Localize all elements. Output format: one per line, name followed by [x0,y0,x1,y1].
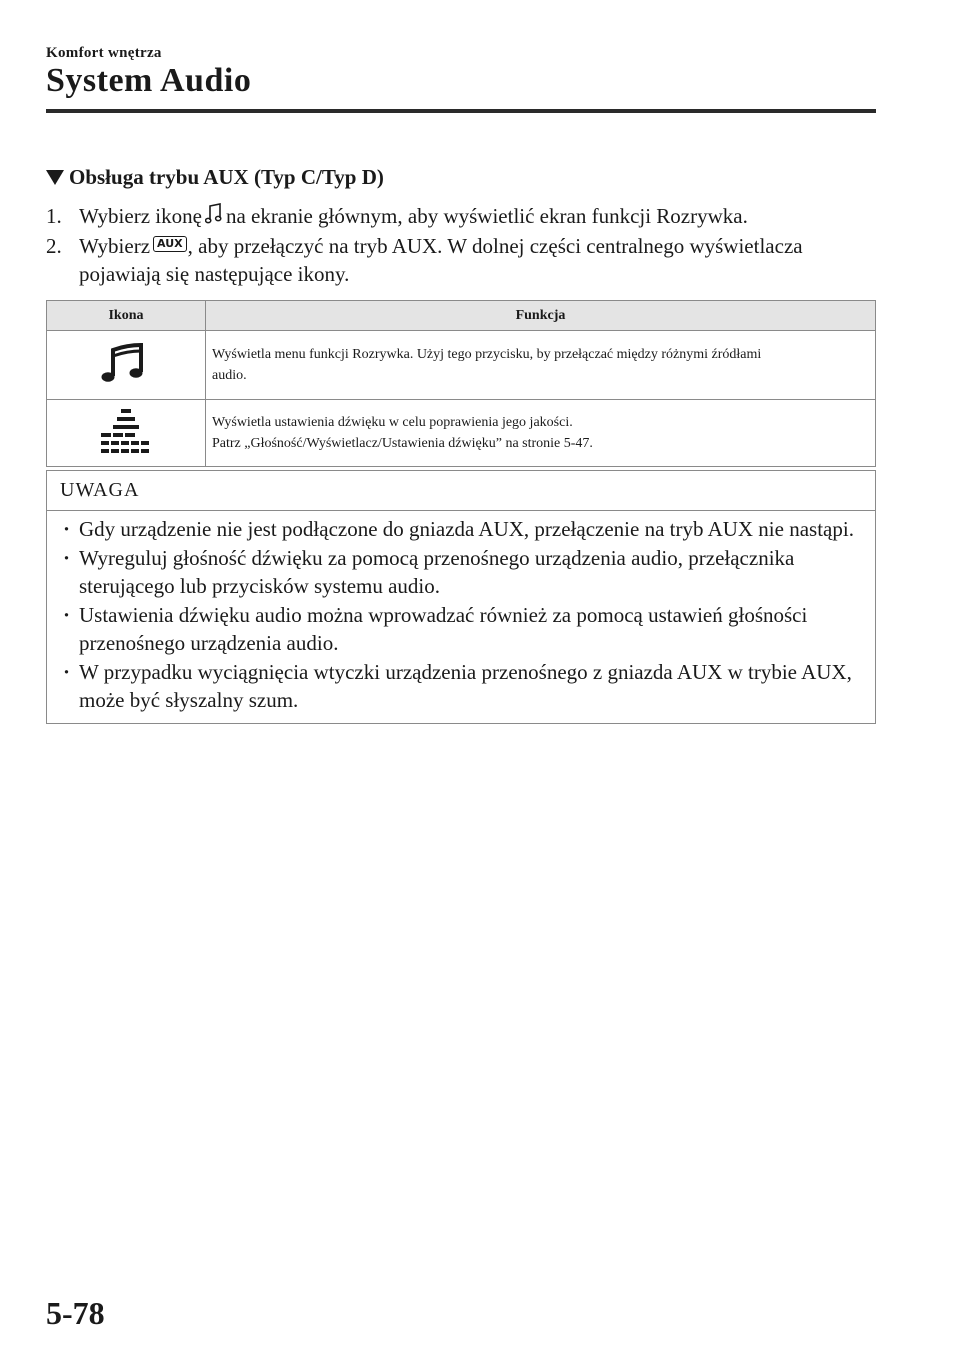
icon-function-table [46,300,876,467]
step-text [79,232,876,288]
column-header-function: Funkcja [206,301,876,331]
list-item [63,515,865,543]
desc-line: Patrz „Głośność/Wyświetlacz/Ustawienia dźwięku” na stronie 5-47. [212,436,593,451]
step-text [79,202,876,232]
list-item [63,544,865,600]
table-row [47,400,876,467]
breadcrumb: Komfort wnętrza [46,45,162,61]
table-icon-cell [47,400,206,467]
bullet-icon: · [63,546,71,570]
step-text-before: Wybierz ikonę [79,204,202,228]
desc-line: Wyświetla ustawienia dźwięku w celu poprawienia jego jakości. [212,415,573,430]
step-text-after: , aby przełączyć na tryb AUX. W dolnej części centralnego wyświetlacza pojawiają się następujące ikony. [79,234,803,286]
step-text-after: na ekranie głównym, aby wyświetlić ekran funkcji Rozrywka. [225,204,748,228]
list-item [63,601,865,657]
list-item [63,658,865,714]
steps-list [46,202,876,288]
bullet-icon: · [63,517,71,541]
table-icon-cell [47,331,206,400]
triangle-bullet-icon [46,170,64,185]
table-desc-cell [206,331,876,400]
desc-line: audio. [212,368,247,383]
column-header-icon: Ikona [47,301,206,331]
section-heading [46,165,384,190]
music-note-icon [101,373,151,388]
note-item-text: Ustawienia dźwięku audio można wprowadzać również za pomocą ustawień głośności przenośnego urządzenia audio. [79,603,808,655]
step-2 [46,232,876,288]
table-header-row [47,301,876,331]
step-text-before: Wybierz [79,234,151,258]
aux-badge-icon: AUX [153,236,187,252]
step-number: 1. [46,204,62,228]
note-item-text: Wyreguluj głośność dźwięku za pomocą przenośnego urządzenia audio, przełącznika sterującego lub przycisków systemu audio. [79,546,795,598]
step-1 [46,202,876,232]
note-list [47,511,875,723]
note-title: UWAGA [47,471,875,511]
bullet-icon: · [63,660,71,684]
table-row [47,331,876,400]
note-box [46,470,876,724]
bullet-icon: · [63,603,71,627]
music-note-icon [205,203,222,232]
step-number: 2. [46,234,62,258]
section-heading-text: Obsługa trybu AUX (Typ C/Typ D) [69,165,384,189]
desc-line: Wyświetla menu funkcji Rozrywka. Użyj tego przycisku, by przełączać między różnymi źródłami [212,347,762,362]
title-divider [46,109,876,113]
note-item-text: Gdy urządzenie nie jest podłączone do gniazda AUX, przełączenie na tryb AUX nie nastąpi. [79,517,854,541]
page-title: System Audio [46,62,252,99]
table-desc-cell [206,400,876,467]
page-number: 5-78 [46,1295,105,1331]
equalizer-icon [99,444,153,459]
note-item-text: W przypadku wyciągnięcia wtyczki urządzenia przenośnego z gniazda AUX w trybie AUX, może być słyszalny szum. [79,660,852,712]
